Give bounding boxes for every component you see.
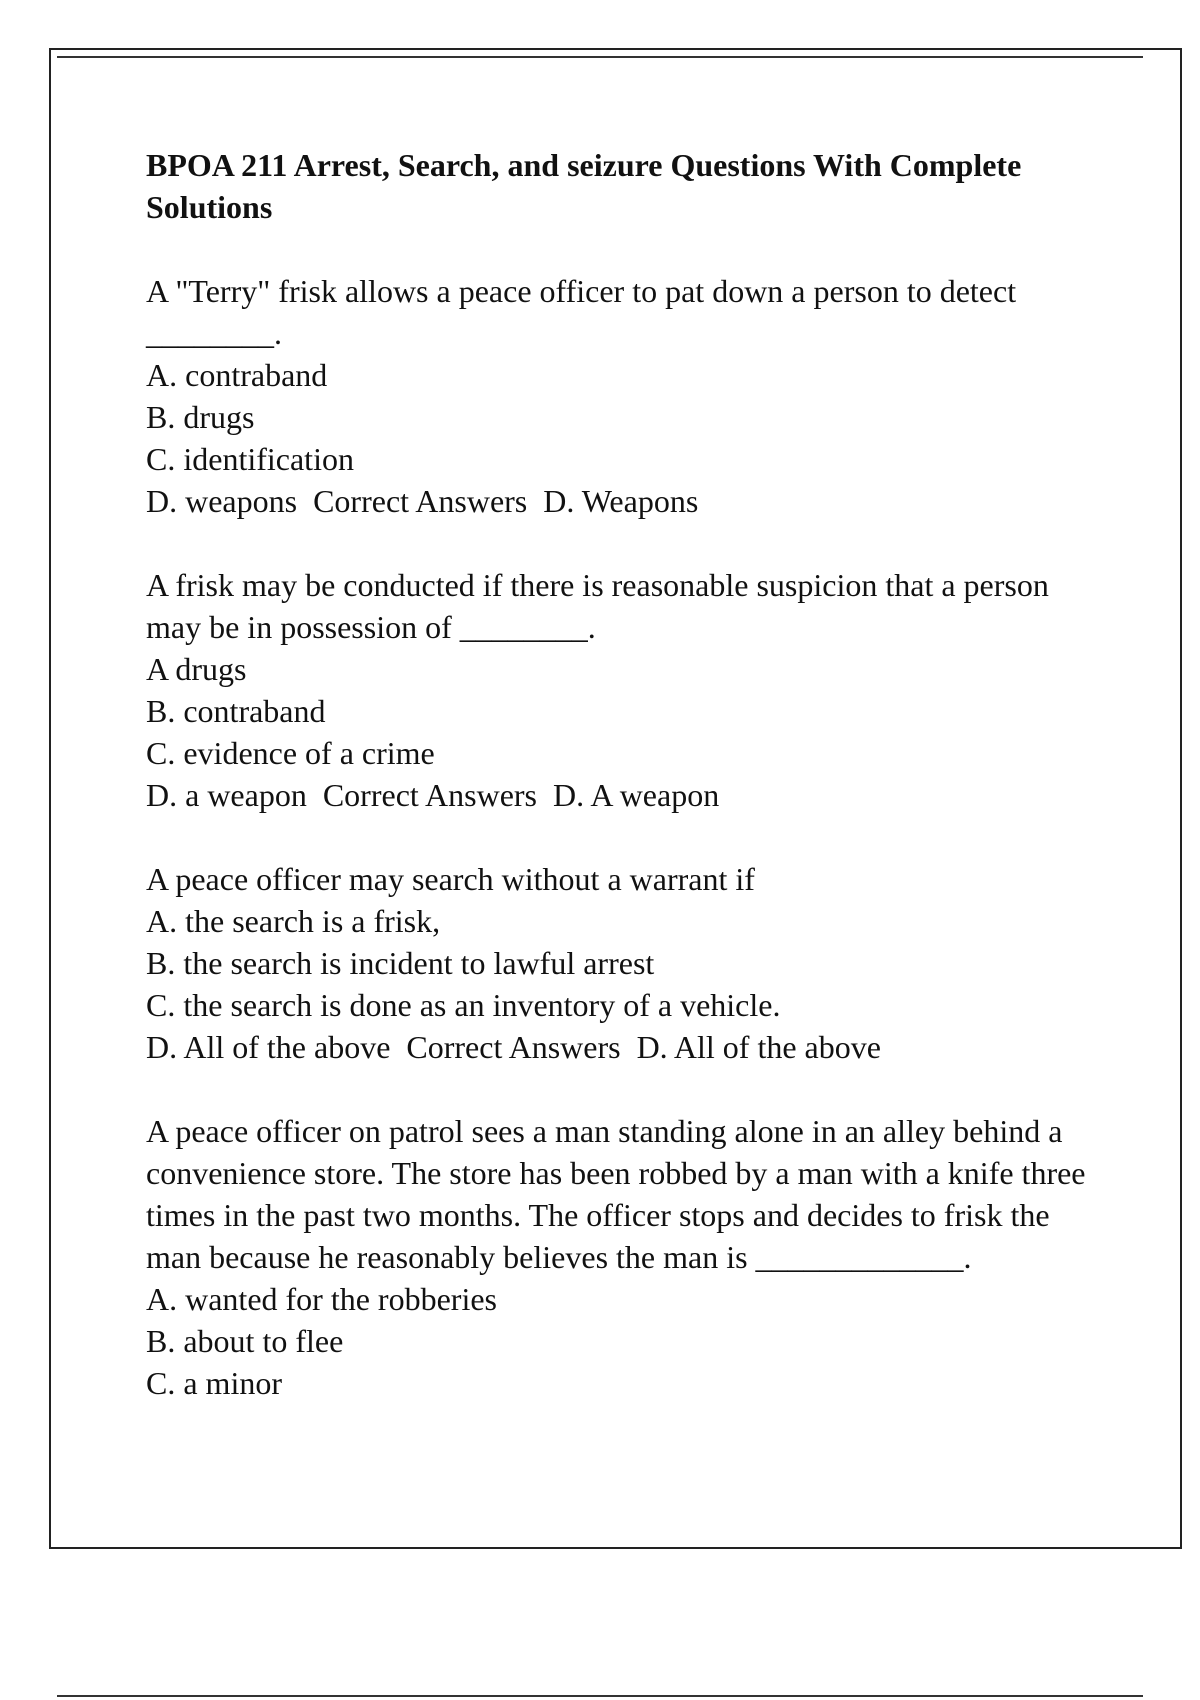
question-2 bbox=[146, 564, 1106, 816]
answer-option: A. the search is a frisk, bbox=[146, 903, 441, 939]
answer-option: A drugs bbox=[146, 651, 247, 687]
answer-option-with-solution: D. a weapon Correct Answers D. A weapon bbox=[146, 777, 720, 813]
bottom-rule bbox=[57, 1695, 1143, 1697]
answer-option: C. a minor bbox=[146, 1365, 282, 1401]
answer-option: C. identification bbox=[146, 441, 354, 477]
answer-option: B. the search is incident to lawful arrest bbox=[146, 945, 655, 981]
answer-option: A. contraband bbox=[146, 357, 328, 393]
answer-option-with-solution: D. weapons Correct Answers D. Weapons bbox=[146, 483, 699, 519]
answer-option: C. the search is done as an inventory of a vehicle. bbox=[146, 987, 781, 1023]
question-4 bbox=[146, 1110, 1106, 1404]
question-3 bbox=[146, 858, 1106, 1068]
document-title: BPOA 211 Arrest, Search, and seizure Questions With Complete Solutions bbox=[146, 147, 1022, 225]
answer-option: C. evidence of a crime bbox=[146, 735, 435, 771]
question-stem: A "Terry" frisk allows a peace officer to pat down a person to detect ________. bbox=[146, 273, 1017, 351]
question-stem: A peace officer on patrol sees a man standing alone in an alley behind a convenience store. The store has been robbed by a man with a knife three times in the past two months. The officer stops and decides to frisk the man because he reasonably believes the man is _____________. bbox=[146, 1113, 1086, 1275]
question-1 bbox=[146, 270, 1106, 522]
top-rule bbox=[57, 56, 1143, 58]
question-stem: A frisk may be conducted if there is reasonable suspicion that a person may be in possession of ________. bbox=[146, 567, 1049, 645]
answer-option-with-solution: D. All of the above Correct Answers D. All of the above bbox=[146, 1029, 881, 1065]
question-stem: A peace officer may search without a warrant if bbox=[146, 861, 755, 897]
document-body bbox=[146, 144, 1106, 1446]
answer-option: B. drugs bbox=[146, 399, 255, 435]
answer-option: A. wanted for the robberies bbox=[146, 1281, 497, 1317]
answer-option: B. contraband bbox=[146, 693, 326, 729]
answer-option: B. about to flee bbox=[146, 1323, 344, 1359]
